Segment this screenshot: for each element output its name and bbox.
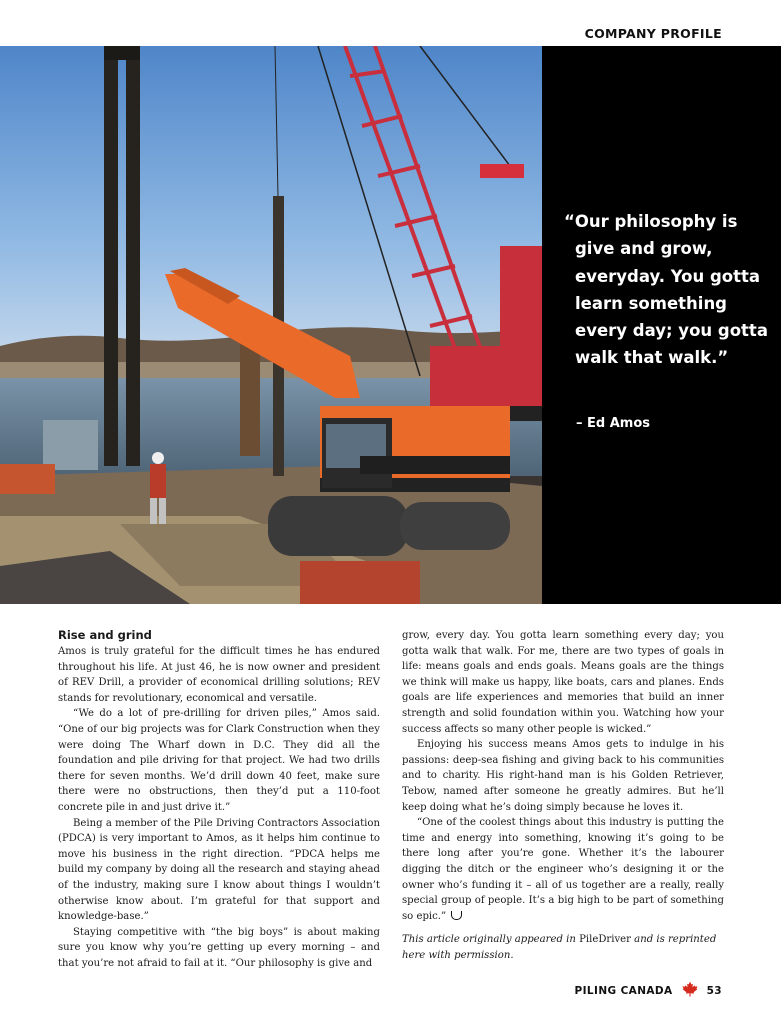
paragraph: Enjoying his success means Amos gets to indulge in his passions: deep-sea fishing and giving back to his communities and to charity. His right-hand man is his Golden Retriever, Tebow, named after someone he greatly admires. But he’ll keep doing what he’s doing simply because he loves it. [402,739,724,813]
page-number: 53 [706,984,722,997]
paragraph: Staying competitive with “the big boys” is about making sure you know why you’re getting up every morning – and that you’re not afraid to fail at it. “Our philosophy is give and [58,926,380,969]
article-column-right [402,628,724,963]
section-label: COMPANY PROFILE [584,26,722,41]
maple-leaf-icon [682,981,698,1000]
paragraph-text: “One of the coolest things about this industry is putting the time and energy into something, knowing it’s going to be there long after you’re gone. Whether it’s the labourer digging the ditch or the engineer who’s designing it or the owner who’s funding it – all of us together are a really, really special group of people. It’s a big high to be part of something so epic.” [402,817,724,922]
reprint-credit [402,932,724,963]
section-subhead: Rise and grind [58,628,152,642]
pull-quote: “Our philosophy is give and grow, everyday. You gotta learn something every day; you gotta walk that walk.” [564,212,768,368]
article-end-icon [451,911,462,920]
credit-text-start: This article originally appeared in [402,934,580,946]
credit-publication: PileDriver [579,934,631,946]
paragraph: Being a member of the Pile Driving Contractors Association (PDCA) is very important to Amos, as it helps him continue to move his business in the right direction. “PDCA helps me build my company by doing all the research and staying ahead of the industry, making sure I know about things I wouldn’t otherwise know about. I’m grateful for that support and knowledge-base.” [58,817,380,923]
article-column-left [58,628,380,971]
hero-photo [0,46,542,604]
credit-text-end: and is reprinted here with permission. [402,934,717,961]
paragraph [402,815,724,924]
magazine-name: PILING CANADA [574,984,673,997]
paragraph: grow, every day. You gotta learn something every day; you gotta walk that walk. For me, there are two types of goals in life: means goals and ends goals. Means goals are the things we think will make us happy, like boats, cars and planes. Ends goals are life experiences and memories that build an inner strength and solid foundation within you. Watching how your success affects so many other people is wicked.” [402,630,724,735]
page-footer [575,981,722,1000]
paragraph: “We do a lot of pre-drilling for driven piles,” Amos said. “One of our big projects was for Clark Construction when they were doing The Wharf down in D.C. They did all the foundation and pile driving for that project. We had two drills there for seven months. We’d drill down 40 feet, make sure there were no obstructions, then they’d put a 110-foot concrete pile in and just drive it.” [58,708,380,813]
paragraph: Amos is truly grateful for the difficult times he has endured throughout his life. At just 46, he is now owner and president of REV Drill, a provider of economical drilling solutions; REV stands for revolutionary, economical and versatile. [58,646,380,704]
pull-quote-panel [542,46,781,604]
pull-quote-attribution: – Ed Amos [576,416,651,431]
construction-site-illustration [0,46,542,604]
